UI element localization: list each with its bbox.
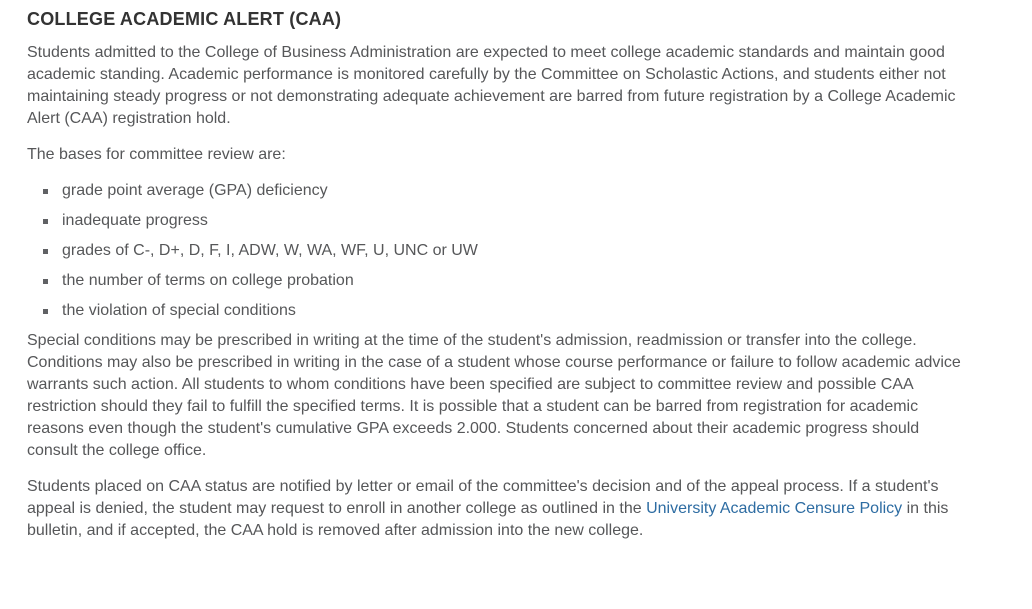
bulletin-article: [27, 0, 970, 556]
list-item-label: grades of C-, D+, D, F, I, ADW, W, WA, WF, U, UNC or UW: [62, 242, 478, 259]
square-bullet-icon: [43, 189, 48, 194]
square-bullet-icon: [43, 249, 48, 254]
intro-paragraph: Students admitted to the College of Business Administration are expected to meet college academic standards and maintain good academic standing. Academic performance is monitored carefully by the Committee on Scholastic Actions, and students either not maintaining steady progress or not demonstrating adequate achievement are barred from future registration by a College Academic Alert (CAA) registration hold.: [27, 44, 956, 127]
list-item: [62, 210, 970, 232]
page-title: COLLEGE ACADEMIC ALERT (CAA): [27, 9, 342, 29]
list-item: [62, 270, 970, 292]
square-bullet-icon: [43, 219, 48, 224]
list-item: [62, 180, 970, 202]
square-bullet-icon: [43, 279, 48, 284]
list-item-label: the number of terms on college probation: [62, 272, 354, 289]
review-bases-list: [27, 180, 970, 322]
square-bullet-icon: [43, 309, 48, 314]
appeal-paragraph: [27, 476, 970, 542]
list-item-label: the violation of special conditions: [62, 302, 296, 319]
censure-policy-link[interactable]: University Academic Censure Policy: [646, 500, 903, 517]
list-item-label: inadequate progress: [62, 212, 208, 229]
list-intro: The bases for committee review are:: [27, 146, 286, 163]
appeal-text-after: in this bulletin, and if accepted, the CAA hold is removed after admission into the new college.: [27, 500, 949, 539]
conditions-paragraph: Special conditions may be prescribed in writing at the time of the student's admission, readmission or transfer into the college. Conditions may also be prescribed in writing in the case of a student whose course performance or failure to follow academic advice warrants such action. All students to whom conditions have been specified are subject to committee review and possible CAA restriction should they fail to fulfill the specified terms. It is possible that a student can be barred from registration for academic reasons even though the student's cumulative GPA exceeds 2.000. Students concerned about their academic progress should consult the college office.: [27, 332, 961, 459]
list-item: [62, 240, 970, 262]
list-item-label: grade point average (GPA) deficiency: [62, 182, 328, 199]
appeal-text-before: Students placed on CAA status are notified by letter or email of the committee's decision and of the appeal process. If a student's appeal is denied, the student may request to enroll in another college as outlined in the: [27, 478, 939, 517]
list-item: [62, 300, 970, 322]
